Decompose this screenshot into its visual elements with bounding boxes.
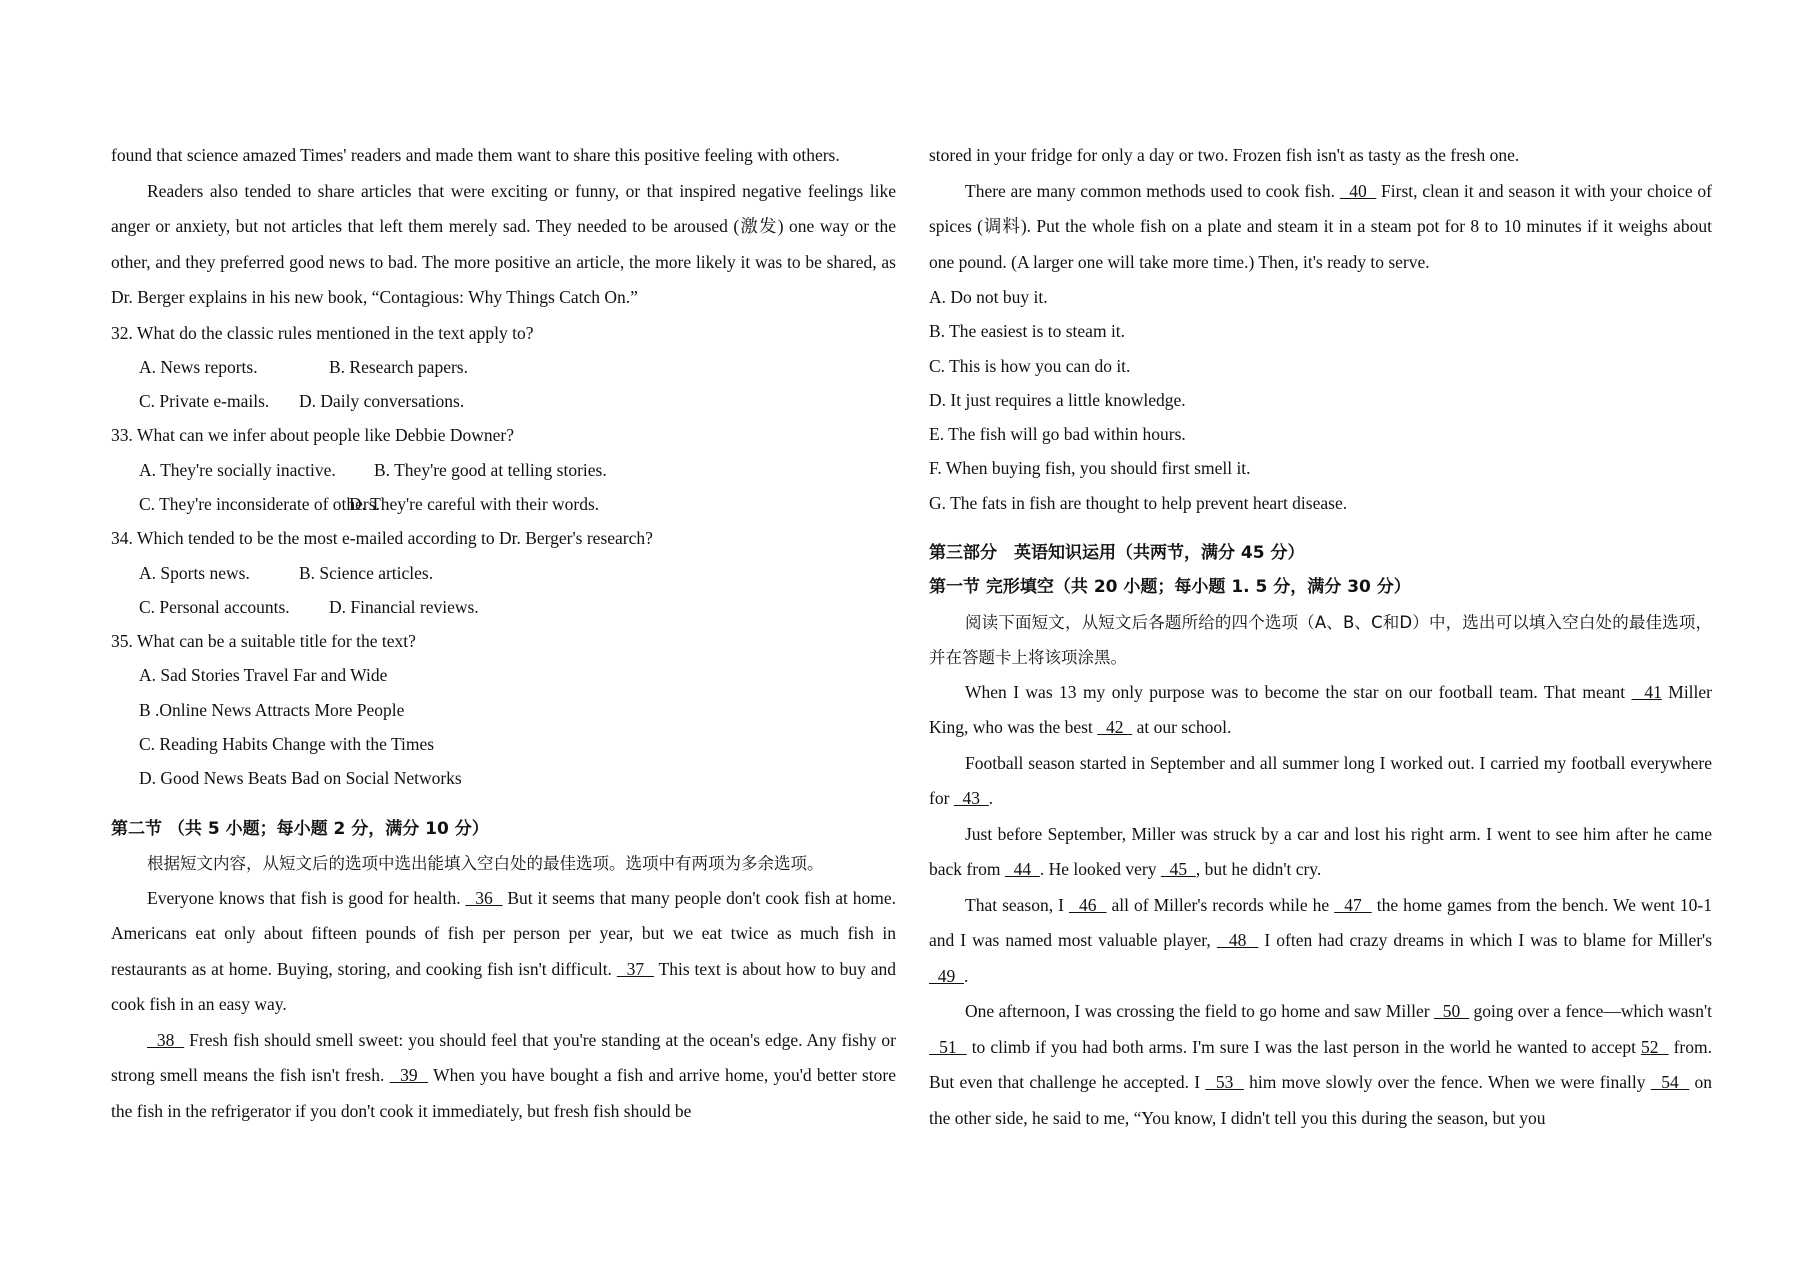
blank-36: 36 [465,887,503,908]
option-c: C. This is how you can do it. [929,355,1131,376]
blank-50: 50 [1433,1001,1470,1022]
text-run: to climb if you had both arms. I'm sure I was the last person in the world he wanted to accept [966,1036,1641,1057]
text-run: on the other side, he said to me, “You know, I didn't tell you this during the season, but you [929,1072,1713,1128]
text-run: at our school. [1132,717,1232,738]
option-e: E. The fish will go bad within hours. [929,424,1186,445]
paragraph [111,1023,896,1130]
text-run: , but he didn't cry. [1195,859,1322,880]
blank-49: 49 [929,965,964,986]
options-row [111,350,896,384]
paragraph: Readers also tended to share articles that were exciting or funny, or that inspired negative feelings like anger or anxiety, but not articles that left them merely sad. They needed to be aroused (激发) one way or the other, and they preferred good news to bad. The more positive an article, the more likely it was to be shared, as Dr. Berger explains in his new book, “Contagious: Why Things Catch On.” [111,180,896,307]
text-run: That season, I [965,894,1069,915]
option-a: A. Do not buy it. [929,287,1048,307]
option-b: B. The easiest is to steam it. [929,321,1126,342]
option-f: F. When buying fish, you should first smell it. [929,458,1251,479]
text-run: Fresh fish should smell sweet: you should feel that you're standing at the ocean's edge. Any fishy or strong smell means the fish isn't fresh. [111,1029,896,1086]
question-34: 34. Which tended to be the most e-mailed according to Dr. Berger's research? [111,528,653,549]
text-run: When you have bought a fish and arrive home, you'd better store the fish in the refrigerator if you don't cook it immediately, but fresh fish should be [111,1065,897,1121]
part-heading: 第三部分 英语知识运用（共两节，满分 45 分） [929,543,1305,564]
blank-54: 54 [1650,1072,1690,1093]
paragraph [929,888,1712,995]
paragraph [111,881,896,1023]
option: A. Sports news. [139,562,250,583]
blank-38: 38 [147,1029,185,1050]
blank-51: 51 [929,1036,967,1057]
blank-47: 47 [1334,894,1372,915]
text-run: Football season started in September and all summer long I worked out. I carried my football everywhere for [929,752,1712,809]
section-instructions: 阅读下面短文，从短文后各题所给的四个选项（A、B、C和D）中，选出可以填入空白处的最佳选项，并在答题卡上将该项涂黑。 [929,612,1712,667]
option: B. They're good at telling stories. [374,459,607,480]
paragraph [929,675,1712,746]
paragraph [929,817,1712,888]
option: D. Financial reviews. [329,596,479,617]
text-run: going over a fence—which wasn't [1469,1001,1712,1022]
blank-40: 40 [1339,180,1377,201]
spacer [111,796,896,812]
question-32: 32. What do the classic rules mentioned in the text apply to? [111,322,534,343]
text-run: But it seems that many people don't cook fish at home. Americans eat only about fifteen pounds of fish per person per year, but we eat twice as much fish in restaurants as at home. Buying, storing, and cooking fish isn't difficult. [111,887,897,979]
option: D. Good News Beats Bad on Social Networks [139,768,462,789]
options-row [111,453,896,487]
blank-39: 39 [389,1065,429,1086]
text-run: First, clean it and season it with your choice of spices (调料). Put the whole fish on a plate and steam it in a steam pot for 8 to 10 minutes if it weighs about one pound. (A larger one will take more time.) Then, it's ready to serve. [929,180,1713,272]
option: C. Private e-mails. [139,391,270,412]
question-33: 33. What can we infer about people like Debbie Downer? [111,425,514,446]
text-run: I often had crazy dreams in which I was to blame for Miller's [1258,930,1713,951]
option: C. They're inconsiderate of others. [139,493,380,514]
paragraph: stored in your fridge for only a day or two. Frozen fish isn't as tasty as the fresh one. [929,145,1520,165]
paragraph [929,994,1712,1136]
text-run: . [988,788,994,809]
text-run: from. But even that challenge he accepted. I [929,1036,1712,1093]
option: A. Sad Stories Travel Far and Wide [139,665,388,686]
paragraph [929,174,1712,281]
option: D. They're careful with their words. [349,493,600,514]
spacer [929,520,1712,536]
options-row [111,556,896,590]
options-row [111,487,896,521]
text-run: Miller King, who was the best [929,681,1713,738]
blank-46: 46 [1068,894,1107,915]
blank-42: 42 [1097,717,1133,738]
question-35: 35. What can be a suitable title for the text? [111,631,416,652]
blank-45: 45 [1160,859,1196,880]
text-run: Everyone knows that fish is good for health. [147,887,461,908]
blank-41: 41 [1631,681,1662,702]
options-row [111,384,896,418]
section-heading: 第二节 （共 5 小题；每小题 2 分，满分 10 分） [111,818,489,839]
left-column [111,138,896,1129]
option: B. Research papers. [329,356,468,377]
option-d: D. It just requires a little knowledge. [929,389,1186,410]
text-run: One afternoon, I was crossing the field to go home and saw Miller [965,1001,1434,1022]
option: B .Online News Attracts More People [139,699,405,720]
option: A. News reports. [139,356,258,377]
paragraph: found that science amazed Times' readers and made them want to share this positive feeling with others. [111,145,840,165]
text-run: the home games from the bench. We went 10-1 and I was named most valuable player, [929,894,1713,951]
option: A. They're socially inactive. [139,459,336,480]
text-run: all of Miller's records while he [1106,894,1335,915]
text-run: him move slowly over the fence. When we were finally [1243,1072,1651,1093]
option: B. Science articles. [299,562,434,583]
options-row [111,590,896,624]
text-run: . He looked very [1039,859,1161,880]
text-run: This text is about how to buy and cook fish in an easy way. [111,958,896,1015]
blank-48: 48 [1216,930,1259,951]
section-instructions: 根据短文内容，从短文后的选项中选出能填入空白处的最佳选项。选项中有两项为多余选项。 [147,853,824,873]
text-run: There are many common methods used to cook fish. [965,180,1340,201]
blank-52: 52 [1640,1036,1669,1057]
option: C. Personal accounts. [139,596,290,617]
right-column [929,138,1712,1136]
option-g: G. The fats in fish are thought to help prevent heart disease. [929,492,1348,513]
option: D. Daily conversations. [299,391,465,412]
text-run: When I was 13 my only purpose was to become the star on our football team. That meant [965,681,1632,702]
text-run: . [964,965,969,986]
blank-37: 37 [616,958,654,979]
paragraph [929,746,1712,817]
blank-53: 53 [1205,1072,1244,1093]
text-run: Just before September, Miller was struck by a car and lost his right arm. I went to see him after he came back from [929,823,1712,880]
blank-44: 44 [1004,859,1040,880]
section-heading: 第一节 完形填空（共 20 小题；每小题 1. 5 分，满分 30 分） [929,577,1411,598]
blank-43: 43 [953,788,989,809]
option: C. Reading Habits Change with the Times [139,734,435,755]
